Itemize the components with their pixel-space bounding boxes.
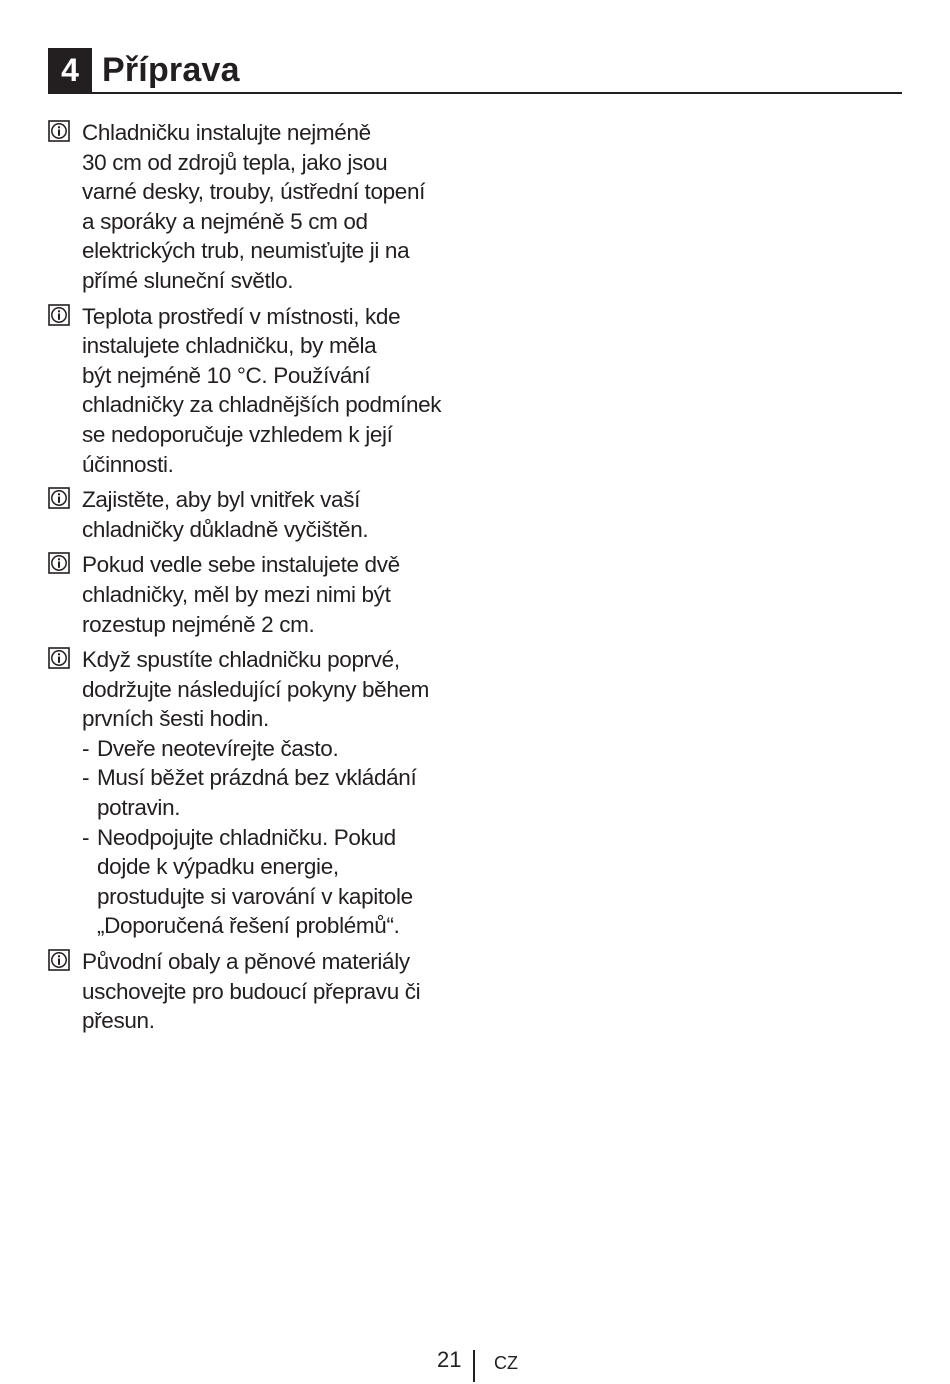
note-text-line: prvních šesti hodin.: [82, 706, 269, 732]
note-text-line: Původní obaly a pěnové materiály: [82, 949, 410, 975]
instruction-text-line: potravin.: [97, 795, 181, 821]
info-icon: [48, 304, 70, 326]
note-text-line: chladničky za chladnějších podmínek: [82, 392, 442, 418]
note-text-line: se nedoporučuje vzhledem k její: [82, 421, 393, 447]
note-text-line: Teplota prostředí v místnosti, kde: [82, 303, 401, 329]
instruction-text-line: prostudujte si varování v kapitole: [97, 883, 413, 909]
chapter-title: Příprava: [102, 51, 240, 89]
chapter-number: 4: [48, 48, 92, 92]
note-item: [48, 645, 468, 941]
note-text-line: chladničky důkladně vyčištěn.: [82, 516, 369, 542]
instruction-item: [82, 823, 468, 941]
note-text-line: dodržujte následující pokyny během: [82, 676, 430, 702]
info-icon: [48, 120, 70, 142]
instruction-item: [82, 763, 468, 822]
note-item: [48, 485, 468, 544]
dash-bullet: -: [82, 735, 90, 761]
note-text-line: účinnosti.: [82, 451, 174, 477]
info-icon: [48, 949, 70, 971]
page-number: 21: [437, 1347, 462, 1372]
note-text-line: chladničky, měl by mezi nimi být: [82, 581, 391, 607]
note-text-line: instalujete chladničku, by měla: [82, 333, 377, 359]
note-text-line: elektrických trub, neumisťujte ji na: [82, 238, 410, 264]
chapter-header: [48, 48, 902, 94]
note-item: [48, 550, 468, 639]
note-text-line: Když spustíte chladničku poprvé,: [82, 647, 400, 673]
note-text-line: a sporáky a nejméně 5 cm od: [82, 208, 368, 234]
footer-divider: [473, 1350, 475, 1382]
note-text-line: Pokud vedle sebe instalujete dvě: [82, 552, 400, 578]
note-text-line: být nejméně 10 °C. Používání: [82, 362, 371, 388]
note-text-line: přesun.: [82, 1008, 155, 1034]
note-text-line: přímé sluneční světlo.: [82, 267, 294, 293]
note-text-line: 30 cm od zdrojů tepla, jako jsou: [82, 149, 388, 175]
instruction-text-line: Musí běžet prázdná bez vkládání: [97, 765, 417, 791]
instruction-text-line: Dveře neotevírejte často.: [97, 735, 339, 761]
info-icon: [48, 647, 70, 669]
dash-bullet: -: [82, 824, 90, 850]
page-footer: [0, 1344, 950, 1384]
instruction-text-line: dojde k výpadku energie,: [97, 854, 339, 880]
dash-bullet: -: [82, 765, 90, 791]
info-icon: [48, 487, 70, 509]
note-text-line: varné desky, trouby, ústřední topení: [82, 179, 426, 205]
instruction-text-line: „Doporučená řešení problémů“.: [97, 913, 400, 939]
note-item: [48, 947, 468, 1036]
info-icon: [48, 552, 70, 574]
note-text-line: rozestup nejméně 2 cm.: [82, 611, 315, 637]
note-text-line: uschovejte pro budoucí přepravu či: [82, 978, 421, 1004]
note-item: [48, 118, 468, 296]
language-code: CZ: [494, 1353, 518, 1373]
note-item: [48, 302, 468, 480]
instruction-text-line: Neodpojujte chladničku. Pokud: [97, 824, 396, 850]
instruction-item: [82, 734, 468, 764]
notes-list: [48, 118, 468, 1042]
note-text-line: Zajistěte, aby byl vnitřek vaší: [82, 487, 361, 513]
note-text-line: Chladničku instalujte nejméně: [82, 120, 371, 145]
